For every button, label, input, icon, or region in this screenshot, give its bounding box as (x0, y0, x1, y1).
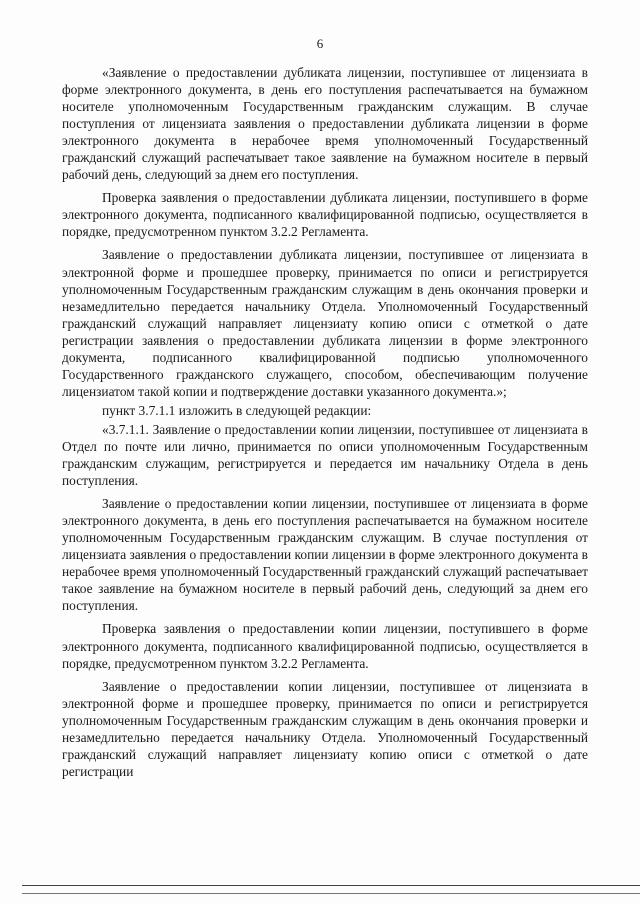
paragraph-duplicate-verification: Проверка заявления о предоставлении дубликата лицензии, поступившего в форме электронного документа, подписанного квалифицированной подписью, осуществляется в порядке, предусмотренном пунктом 3.2.2 Регламента. (62, 190, 588, 240)
paragraph-duplicate-electronic-receipt: «Заявление о предоставлении дубликата лицензии, поступившее от лицензиата в форме электронного документа, в день его поступления распечатывается на бумажном носителе уполномоченным Государственным гражданским служащим. В случае поступления от лицензиата заявления о предоставлении дубликата лицензии в форме электронного документа в нерабочее время уполномоченный Государственный гражданский служащий распечатывает такое заявление на бумажном носителе в первый рабочий день, следующий за днем его поступления. (62, 65, 588, 183)
paragraph-amendment-instruction: пункт 3.7.1.1 изложить в следующей редакции: (102, 402, 372, 418)
page-bottom-edge (22, 885, 640, 886)
paragraph-3-7-1-1: «3.7.1.1. Заявление о предоставлении копии лицензии, поступившее от лицензиата в Отдел по почте или лично, принимается по описи уполномоченным Государственным гражданским служащим, регистрируется и передается им начальнику Отдела в день поступления. (62, 421, 588, 489)
paragraph-copy-electronic-receipt: Заявление о предоставлении копии лицензии, поступившее от лицензиата в форме электронного документа, в день его поступления распечатывается на бумажном носителе уполномоченным Государственным гражданским служащим. В случае поступления от лицензиата заявления о предоставлении копии лицензии в форме электронного документа в нерабочее время уполномоченный Государственный гражданский служащий распечатывает такое заявление на бумажном носителе в первый рабочий день, следующий за днем его поступления. (62, 496, 588, 614)
paragraph-copy-verification: Проверка заявления о предоставлении копии лицензии, поступившего в форме электронного документа, подписанного квалифицированной подписью, осуществляется в порядке, предусмотренном пунктом 3.2.2 Регламента. (62, 621, 588, 671)
page-number: 6 (316, 36, 324, 51)
paragraph-copy-registration: Заявление о предоставлении копии лицензии, поступившее от лицензиата в электронной форме и прошедшее проверку, принимается по описи и регистрируется уполномоченным Государственным гражданским служащим в день окончания проверки и незамедлительно передается начальнику Отдела. Уполномоченный Государственный гражданский служащий направляет лицензиату копию описи с отметкой о дате регистрации (62, 678, 588, 779)
page-bottom-edge-secondary (22, 893, 640, 894)
document-body (62, 64, 588, 780)
paragraph-duplicate-registration: Заявление о предоставлении дубликата лицензии, поступившее от лицензиата в электронной форме и прошедшее проверку, принимается по описи и регистрируется уполномоченным Государственным гражданским служащим в день окончания проверки и незамедлительно передается начальнику Отдела. Уполномоченный Государственный гражданский служащий направляет лицензиату копию описи с отметкой о дате регистрации заявления о предоставлении дубликата лицензии в форме электронного документа, подписанного квалифицированной подписью уполномоченного Государственного гражданского служащего, способом, обеспечивающим получение лицензиатом такой копии и подтверждение доставки указанного документа.»; (62, 247, 588, 399)
